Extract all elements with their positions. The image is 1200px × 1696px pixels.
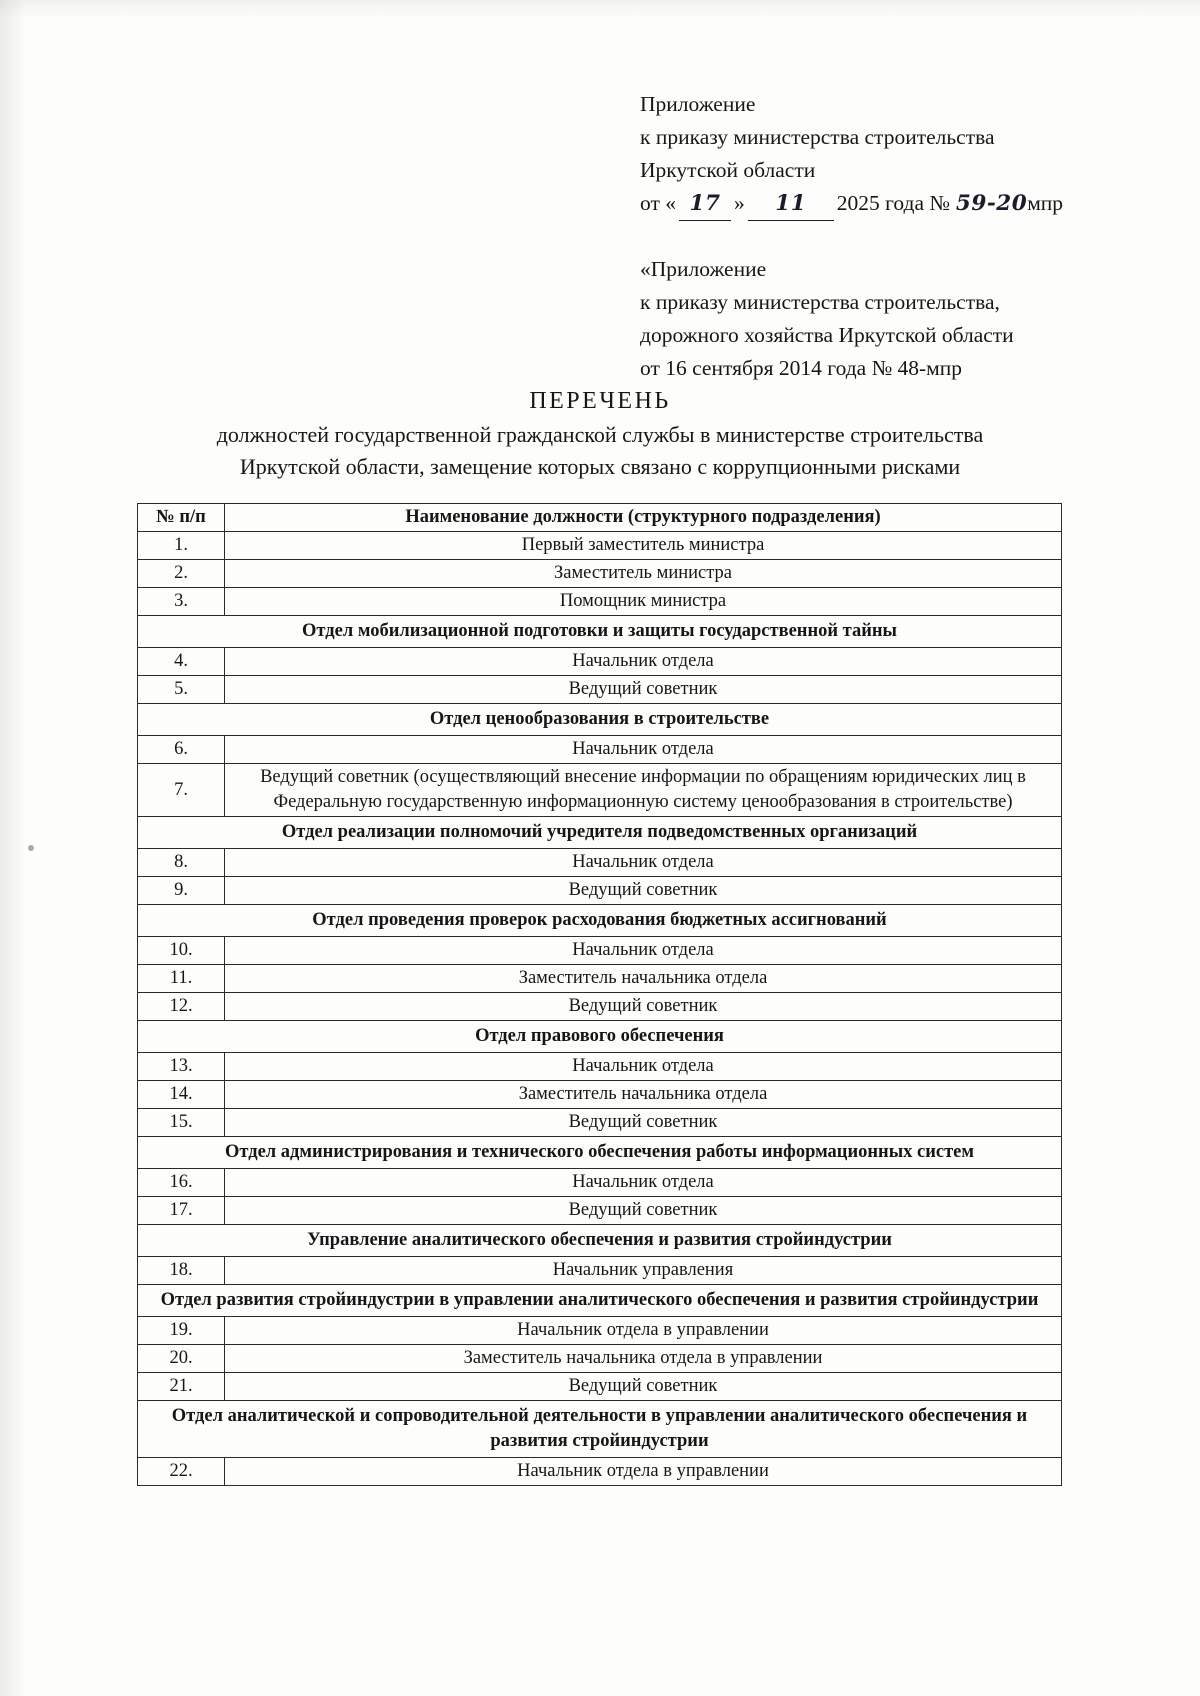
position-name: Начальник отдела <box>225 937 1062 965</box>
table-row <box>138 1109 1062 1137</box>
position-name: Ведущий советник <box>225 993 1062 1021</box>
position-name: Первый заместитель министра <box>225 532 1062 560</box>
row-number: 11. <box>138 965 225 993</box>
order-day-handwritten: 17 <box>679 187 731 221</box>
document-title-area <box>0 388 1200 483</box>
position-name: Помощник министра <box>225 588 1062 616</box>
position-name: Заместитель министра <box>225 560 1062 588</box>
table-row <box>138 965 1062 993</box>
table-row <box>138 1317 1062 1345</box>
table-section-row <box>138 1225 1062 1257</box>
table-row <box>138 1197 1062 1225</box>
position-name: Заместитель начальника отдела <box>225 965 1062 993</box>
position-name: Начальник отдела <box>225 849 1062 877</box>
position-name: Начальник отдела в управлении <box>225 1317 1062 1345</box>
row-number: 1. <box>138 532 225 560</box>
date-suffix: 2025 года № <box>836 191 950 215</box>
table-section-row <box>138 1021 1062 1053</box>
position-name: Начальник отдела <box>225 1053 1062 1081</box>
table-row <box>138 736 1062 764</box>
page-subtitle-line-2: Иркутской области, замещение которых связано с коррупционными рисками <box>239 454 961 479</box>
table-row <box>138 849 1062 877</box>
section-title: Отдел администрирования и технического обеспечения работы информационных систем <box>138 1137 1062 1169</box>
row-number: 20. <box>138 1345 225 1373</box>
order-month-handwritten: 11 <box>748 187 834 221</box>
position-name: Начальник отдела в управлении <box>225 1458 1062 1486</box>
row-number: 21. <box>138 1373 225 1401</box>
quote-close: » <box>734 191 745 215</box>
appendix-header-line-2: к приказу министерства строительства <box>640 125 995 149</box>
table-row <box>138 1373 1062 1401</box>
position-name: Ведущий советник <box>225 1197 1062 1225</box>
scan-shadow-left <box>0 0 26 1696</box>
position-name: Начальник отдела <box>225 1169 1062 1197</box>
position-name: Начальник отдела <box>225 648 1062 676</box>
table-row <box>138 588 1062 616</box>
row-number: 12. <box>138 993 225 1021</box>
section-title: Отдел правового обеспечения <box>138 1021 1062 1053</box>
row-number: 13. <box>138 1053 225 1081</box>
row-number: 18. <box>138 1257 225 1285</box>
order-number-handwritten: 59-20 <box>955 191 1028 216</box>
table-row <box>138 532 1062 560</box>
row-number: 14. <box>138 1081 225 1109</box>
scan-artifact-dot <box>28 845 34 851</box>
position-name: Ведущий советник <box>225 1373 1062 1401</box>
row-number: 7. <box>138 764 225 817</box>
quote-line-1: «Приложение <box>640 257 767 281</box>
table-section-row <box>138 905 1062 937</box>
row-number: 4. <box>138 648 225 676</box>
page-subtitle-line-1: должностей государственной гражданской службы в министерстве строительства <box>216 422 984 447</box>
section-title: Отдел реализации полномочий учредителя подведомственных организаций <box>138 817 1062 849</box>
position-name: Ведущий советник <box>225 877 1062 905</box>
appendix-header <box>640 88 1160 221</box>
table-row <box>138 676 1062 704</box>
scan-shadow-top <box>0 0 1200 18</box>
table-row <box>138 937 1062 965</box>
table-row <box>138 560 1062 588</box>
table-section-row <box>138 1285 1062 1317</box>
section-title: Отдел мобилизационной подготовки и защиты государственной тайны <box>138 616 1062 648</box>
table-section-row <box>138 704 1062 736</box>
table-row <box>138 1458 1062 1486</box>
order-number-suffix: мпр <box>1027 191 1064 215</box>
section-title: Отдел проведения проверок расходования бюджетных ассигнований <box>138 905 1062 937</box>
positions-table <box>137 503 1062 1486</box>
section-title: Отдел ценообразования в строительстве <box>138 704 1062 736</box>
position-name: Начальник отдела <box>225 736 1062 764</box>
position-name: Ведущий советник <box>225 676 1062 704</box>
table-row <box>138 648 1062 676</box>
table-row <box>138 877 1062 905</box>
row-number: 2. <box>138 560 225 588</box>
quoted-appendix-reference <box>640 253 1180 385</box>
row-number: 9. <box>138 877 225 905</box>
row-number: 19. <box>138 1317 225 1345</box>
table-header-row <box>138 504 1062 532</box>
position-name: Ведущий советник (осуществляющий внесение информации по обращениям юридических лиц в Федеральную государственную информационную систему ценообразования в строительстве) <box>225 764 1062 817</box>
row-number: 16. <box>138 1169 225 1197</box>
column-header-position: Наименование должности (структурного подразделения) <box>225 504 1062 532</box>
column-header-number: № п/п <box>138 504 225 532</box>
table-section-row <box>138 616 1062 648</box>
table-row <box>138 1345 1062 1373</box>
row-number: 10. <box>138 937 225 965</box>
page-title: ПЕРЕЧЕНЬ <box>529 388 671 414</box>
table-row <box>138 1169 1062 1197</box>
row-number: 22. <box>138 1458 225 1486</box>
table-row <box>138 764 1062 817</box>
row-number: 6. <box>138 736 225 764</box>
row-number: 17. <box>138 1197 225 1225</box>
row-number: 3. <box>138 588 225 616</box>
table-section-row <box>138 817 1062 849</box>
appendix-header-line-1: Приложение <box>640 92 756 116</box>
row-number: 15. <box>138 1109 225 1137</box>
section-title: Отдел аналитической и сопроводительной деятельности в управлении аналитического обеспечения и развития стройиндустрии <box>138 1401 1062 1458</box>
position-name: Заместитель начальника отдела <box>225 1081 1062 1109</box>
table-row <box>138 1081 1062 1109</box>
position-name: Ведущий советник <box>225 1109 1062 1137</box>
table-section-row <box>138 1137 1062 1169</box>
quote-line-2: к приказу министерства строительства, <box>640 290 1000 314</box>
quote-line-4: от 16 сентября 2014 года № 48-мпр <box>640 356 962 380</box>
position-name: Заместитель начальника отдела в управлении <box>225 1345 1062 1373</box>
table-row <box>138 1257 1062 1285</box>
table-row <box>138 1053 1062 1081</box>
quote-line-3: дорожного хозяйства Иркутской области <box>640 323 1014 347</box>
position-name: Начальник управления <box>225 1257 1062 1285</box>
appendix-header-line-3: Иркутской области <box>640 158 816 182</box>
section-title: Отдел развития стройиндустрии в управлении аналитического обеспечения и развития стройиндустрии <box>138 1285 1062 1317</box>
table-section-row <box>138 1401 1062 1458</box>
section-title: Управление аналитического обеспечения и развития стройиндустрии <box>138 1225 1062 1257</box>
date-prefix: от « <box>640 191 676 215</box>
order-date-line <box>640 187 1160 221</box>
row-number: 5. <box>138 676 225 704</box>
row-number: 8. <box>138 849 225 877</box>
table-row <box>138 993 1062 1021</box>
